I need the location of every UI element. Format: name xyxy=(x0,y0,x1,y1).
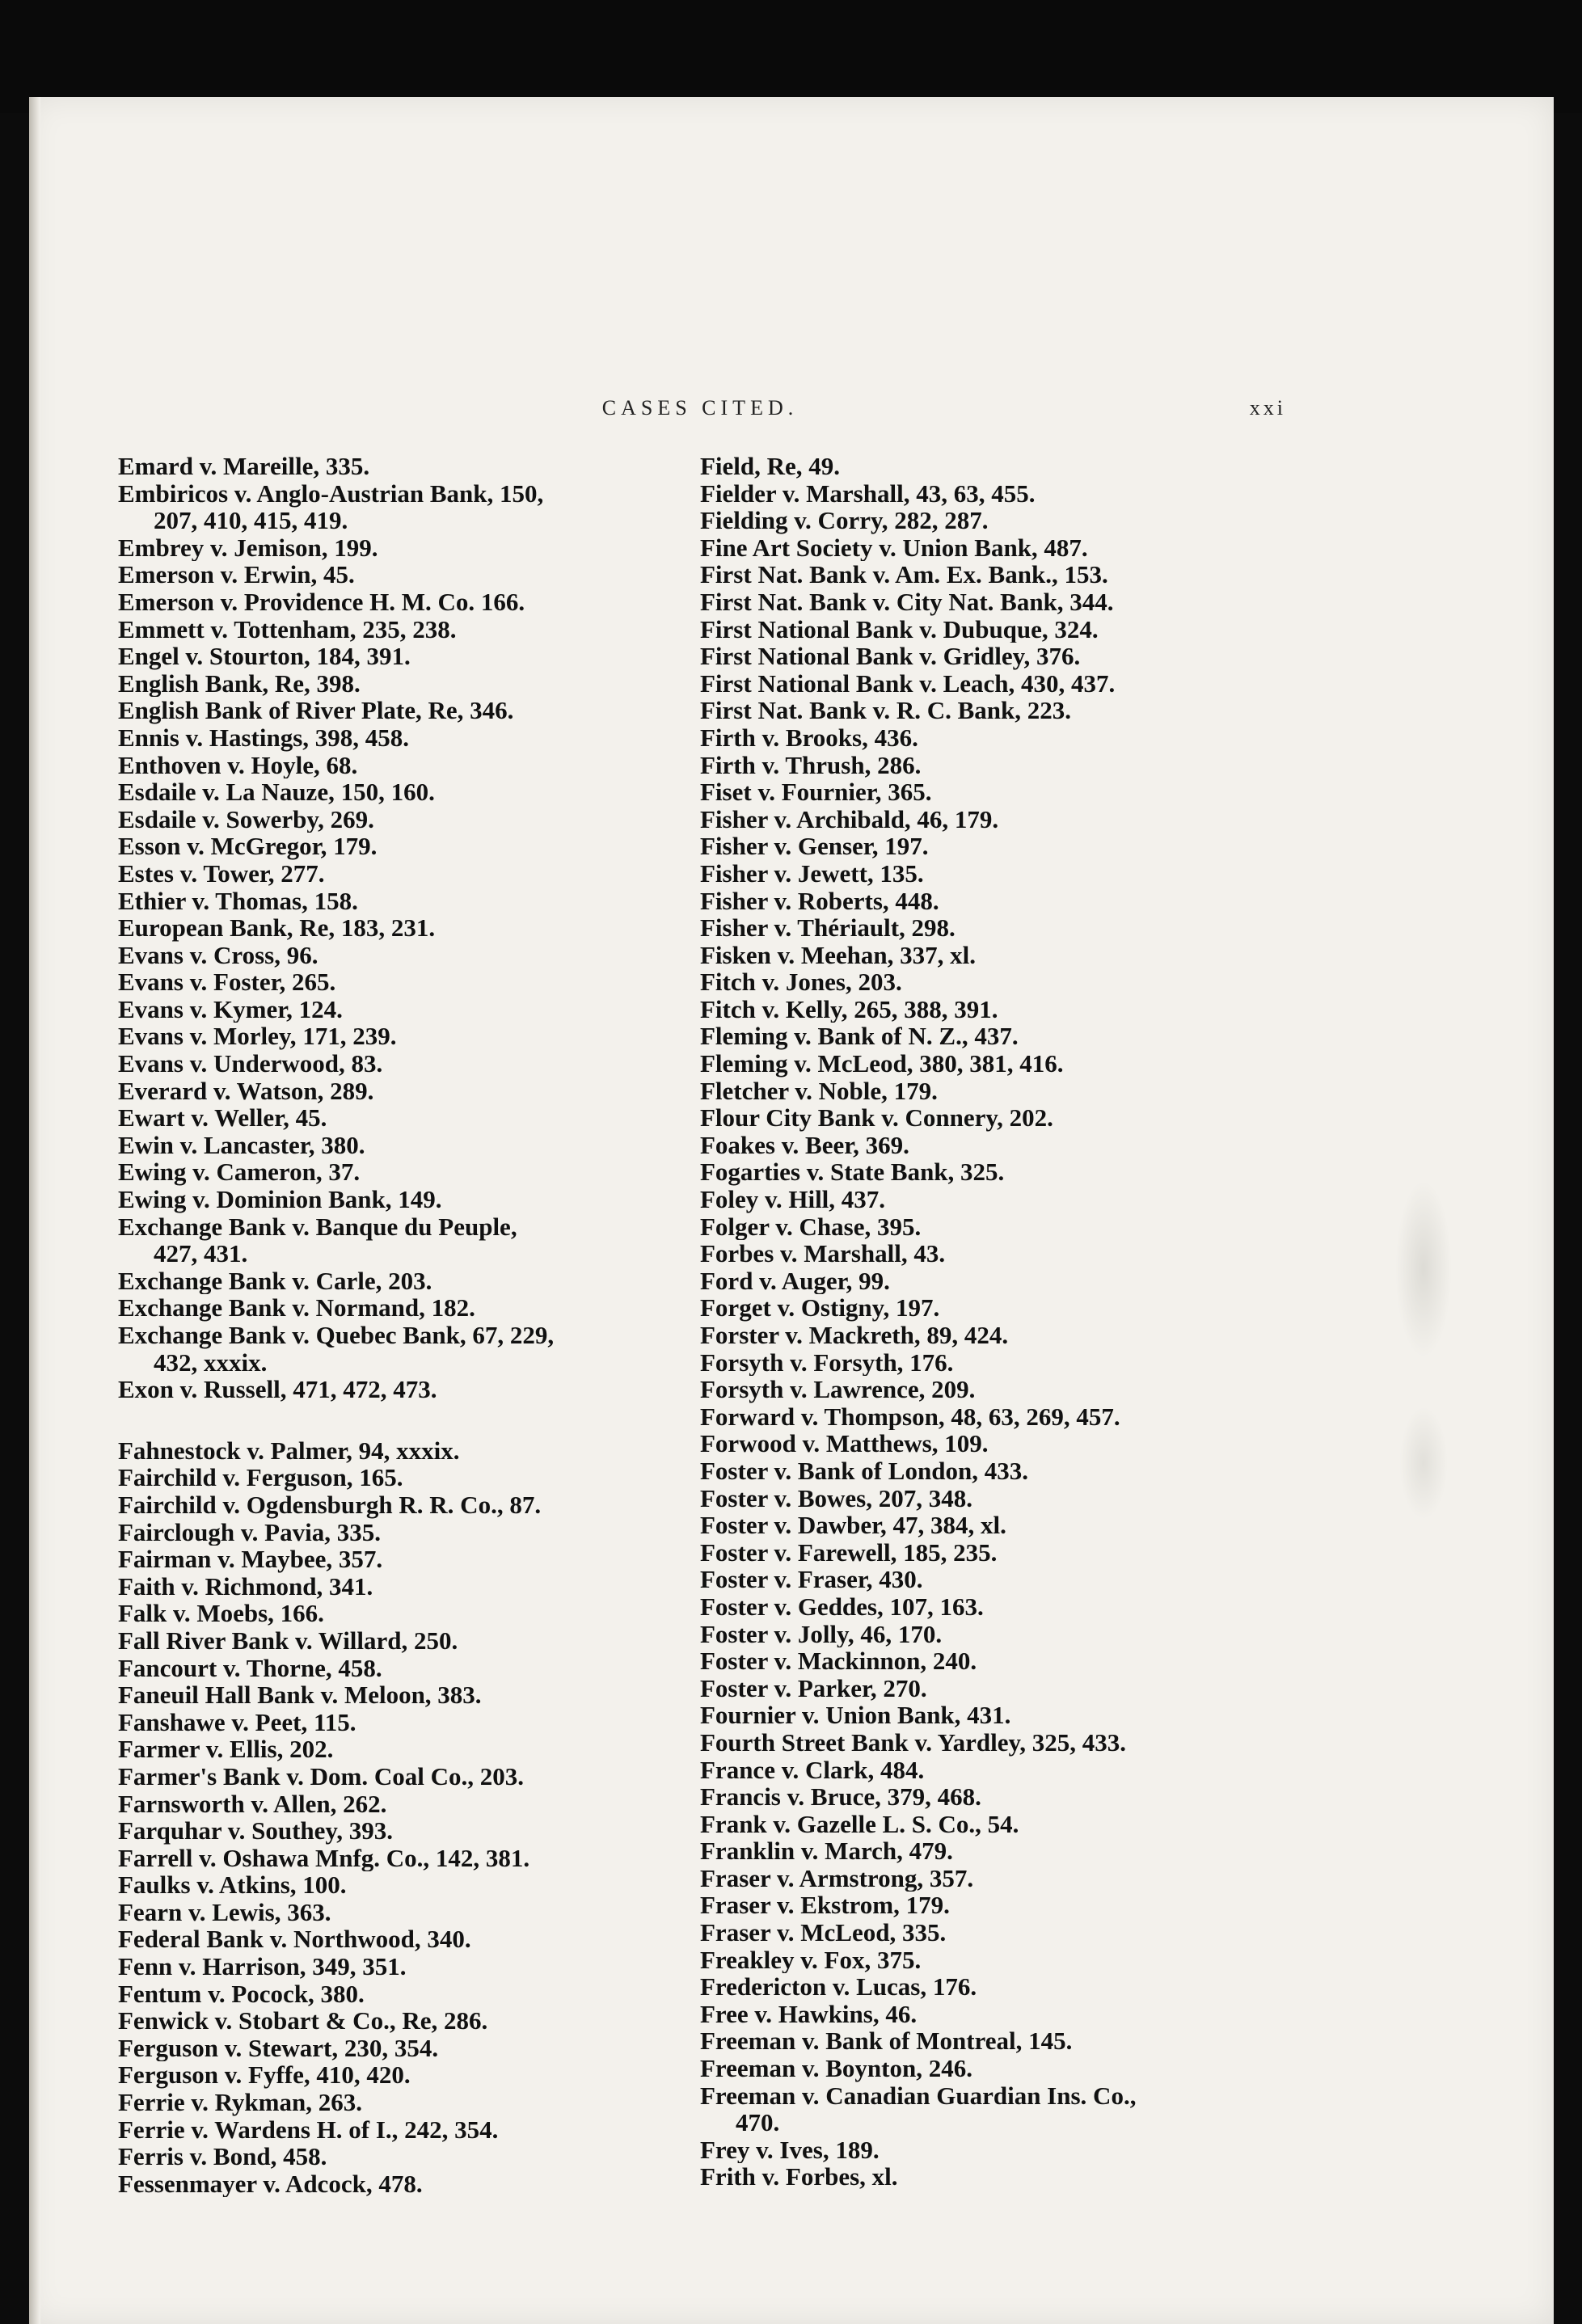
case-entry xyxy=(700,1485,1298,1512)
case-citation: Firth v. Brooks, 436. xyxy=(700,723,918,752)
case-citation: Foley v. Hill, 437. xyxy=(700,1186,886,1213)
case-citation: Esdaile v. La Nauze, 150, 160. xyxy=(118,778,435,806)
case-entry xyxy=(118,1186,684,1213)
case-entry xyxy=(700,1593,1298,1621)
case-citation: First Nat. Bank v. City Nat. Bank, 344. xyxy=(700,588,1114,616)
case-entry xyxy=(118,724,684,752)
case-citation: Exchange Bank v. Quebec Bank, 67, 229, xyxy=(118,1322,555,1349)
case-entry xyxy=(118,1294,684,1322)
case-citation: Frey v. Ives, 189. xyxy=(700,2136,880,2164)
case-entry xyxy=(118,1023,684,1050)
case-entry xyxy=(700,1865,1298,1892)
case-entry xyxy=(118,860,684,888)
case-citation: Free v. Hawkins, 46. xyxy=(700,2000,918,2028)
case-entry xyxy=(700,1947,1298,1974)
case-citation: Firth v. Thrush, 286. xyxy=(700,751,922,779)
case-citation: Fitch v. Kelly, 265, 388, 391. xyxy=(700,995,998,1023)
case-citation: Embiricos v. Anglo-Austrian Bank, 150, xyxy=(118,479,544,508)
case-citation: Fancourt v. Thorne, 458. xyxy=(118,1654,382,1682)
case-entry xyxy=(118,1464,684,1491)
case-entry xyxy=(118,752,684,779)
case-entry xyxy=(700,2055,1298,2082)
case-citation: Falk v. Moebs, 166. xyxy=(118,1600,324,1627)
case-citation: First National Bank v. Dubuque, 324. xyxy=(700,615,1099,643)
case-citation: Fisher v. Jewett, 135. xyxy=(700,859,924,888)
case-citation: Freeman v. Canadian Guardian Ins. Co., xyxy=(700,2081,1137,2110)
case-entry xyxy=(700,2001,1298,2028)
case-entry xyxy=(700,914,1298,942)
case-citation: Farmer v. Ellis, 202. xyxy=(118,1736,334,1763)
case-citation: Foster v. Farewell, 185, 235. xyxy=(700,1538,998,1567)
case-entry xyxy=(118,1600,684,1627)
case-citation: European Bank, Re, 183, 231. xyxy=(118,914,436,942)
case-entry xyxy=(118,1736,684,1763)
case-entry xyxy=(118,1158,684,1186)
case-entry xyxy=(118,2116,684,2144)
page-smudge xyxy=(1395,1180,1452,1358)
case-citation: Forbes v. Marshall, 43. xyxy=(700,1240,946,1267)
case-citation: Faith v. Richmond, 341. xyxy=(118,1572,373,1601)
case-citation: Fisken v. Meehan, 337, xl. xyxy=(700,941,977,969)
case-citation: Fleming v. Bank of N. Z., 437. xyxy=(700,1023,1019,1051)
case-entry xyxy=(118,1213,684,1267)
section-gap xyxy=(118,1403,684,1437)
case-entry xyxy=(700,2163,1298,2191)
case-citation-continuation: 207, 410, 415, 419. xyxy=(154,506,348,534)
case-citation: Freeman v. Bank of Montreal, 145. xyxy=(700,2027,1073,2056)
case-entry xyxy=(700,1973,1298,2001)
case-citation: Foster v. Geddes, 107, 163. xyxy=(700,1592,984,1621)
case-citation: Fairchild v. Ferguson, 165. xyxy=(118,1464,403,1491)
page-smudge xyxy=(1399,1407,1448,1520)
case-citation: Foster v. Fraser, 430. xyxy=(700,1566,923,1593)
case-citation: Fentum v. Pocock, 380. xyxy=(118,1980,365,2008)
scan-background xyxy=(0,0,1582,113)
case-entry xyxy=(700,588,1298,616)
case-entry xyxy=(118,480,684,534)
case-citation: Forwood v. Matthews, 109. xyxy=(700,1430,989,1457)
case-citation: Foster v. Bank of London, 433. xyxy=(700,1457,1028,1485)
case-entry xyxy=(700,1702,1298,1729)
case-entry xyxy=(700,616,1298,643)
case-entry xyxy=(700,1647,1298,1675)
case-citation: Evans v. Cross, 96. xyxy=(118,941,319,969)
case-citation: Ennis v. Hastings, 398, 458. xyxy=(118,723,410,752)
running-head: CASES CITED. xyxy=(601,396,799,420)
case-entry xyxy=(700,1621,1298,1648)
case-citation: Foster v. Bowes, 207, 348. xyxy=(700,1484,972,1512)
case-entry xyxy=(118,2061,684,2089)
index-column-right xyxy=(700,453,1298,2191)
case-citation: Freeman v. Boynton, 246. xyxy=(700,2055,972,2082)
case-citation: Exon v. Russell, 471, 472, 473. xyxy=(118,1376,437,1403)
case-citation: First National Bank v. Gridley, 376. xyxy=(700,643,1081,670)
case-citation: Fine Art Society v. Union Bank, 487. xyxy=(700,534,1088,562)
case-entry xyxy=(118,697,684,724)
case-entry xyxy=(118,616,684,643)
case-citation: Fraser v. McLeod, 335. xyxy=(700,1919,947,1947)
case-entry xyxy=(700,1403,1298,1431)
case-entry xyxy=(118,1050,684,1078)
case-entry xyxy=(700,860,1298,888)
case-citation: Ewing v. Cameron, 37. xyxy=(118,1158,361,1187)
case-entry xyxy=(118,534,684,562)
case-entry xyxy=(700,1050,1298,1078)
case-citation: First Nat. Bank v. R. C. Bank, 223. xyxy=(700,697,1072,724)
case-citation: Fessenmayer v. Adcock, 478. xyxy=(118,2170,423,2198)
case-entry xyxy=(118,1491,684,1519)
case-entry xyxy=(700,1186,1298,1213)
case-citation-continuation: 427, 431. xyxy=(154,1239,248,1267)
case-citation: Field, Re, 49. xyxy=(700,453,841,480)
case-entry xyxy=(700,697,1298,724)
case-citation: Francis v. Bruce, 379, 468. xyxy=(700,1783,981,1811)
case-entry xyxy=(118,1790,684,1818)
case-entry xyxy=(118,1546,684,1573)
case-entry xyxy=(700,1349,1298,1377)
case-entry xyxy=(700,1837,1298,1865)
case-citation: Fahnestock v. Palmer, 94, xxxix. xyxy=(118,1436,460,1465)
case-citation: Fisher v. Archibald, 46, 179. xyxy=(700,805,999,833)
case-entry xyxy=(118,1980,684,2008)
case-citation: Emard v. Mareille, 335. xyxy=(118,453,370,480)
case-citation: Ewin v. Lancaster, 380. xyxy=(118,1131,365,1159)
case-entry xyxy=(700,1322,1298,1349)
case-entry xyxy=(700,1566,1298,1593)
case-citation: Ferguson v. Fyffe, 410, 420. xyxy=(118,2061,411,2090)
case-entry xyxy=(118,588,684,616)
case-entry xyxy=(700,1158,1298,1186)
case-citation: France v. Clark, 484. xyxy=(700,1756,925,1784)
case-citation: Ewing v. Dominion Bank, 149. xyxy=(118,1186,442,1213)
case-citation: Foakes v. Beer, 369. xyxy=(700,1131,909,1159)
case-citation: Exchange Bank v. Carle, 203. xyxy=(118,1267,432,1295)
case-citation: Faneuil Hall Bank v. Meloon, 383. xyxy=(118,1681,482,1709)
case-citation: Fournier v. Union Bank, 431. xyxy=(700,1702,1011,1729)
case-citation: Ferris v. Bond, 458. xyxy=(118,2143,327,2170)
case-entry xyxy=(118,1953,684,1980)
case-citation: Fenn v. Harrison, 349, 351. xyxy=(118,1953,407,1980)
case-citation: Franklin v. March, 479. xyxy=(700,1837,953,1865)
case-entry xyxy=(700,561,1298,588)
case-citation: Ferrie v. Rykman, 263. xyxy=(118,2089,362,2116)
case-entry xyxy=(118,1267,684,1295)
case-citation: Farrell v. Oshawa Mnfg. Co., 142, 381. xyxy=(118,1844,530,1872)
case-citation: Fielder v. Marshall, 43, 63, 455. xyxy=(700,479,1036,508)
case-entry xyxy=(700,1430,1298,1457)
case-citation-continuation: 432, xxxix. xyxy=(154,1348,268,1377)
case-entry xyxy=(118,2143,684,2170)
index-column-left xyxy=(118,453,684,2197)
case-citation: Fiset v. Fournier, 365. xyxy=(700,778,932,806)
case-entry xyxy=(700,1132,1298,1159)
case-entry xyxy=(118,1817,684,1845)
case-citation: Forward v. Thompson, 48, 63, 269, 457. xyxy=(700,1402,1120,1431)
case-citation: Folger v. Chase, 395. xyxy=(700,1213,922,1241)
case-citation: Fleming v. McLeod, 380, 381, 416. xyxy=(700,1050,1064,1078)
case-entry xyxy=(700,888,1298,915)
case-citation: Fisher v. Genser, 197. xyxy=(700,833,929,860)
case-citation: Forster v. Mackreth, 89, 424. xyxy=(700,1322,1009,1349)
case-entry xyxy=(118,1078,684,1105)
case-citation: English Bank, Re, 398. xyxy=(118,669,361,698)
case-citation: Forsyth v. Lawrence, 209. xyxy=(700,1376,976,1403)
case-entry xyxy=(700,806,1298,833)
case-entry xyxy=(118,1376,684,1403)
case-entry xyxy=(118,670,684,698)
case-entry xyxy=(700,453,1298,480)
case-entry xyxy=(700,2027,1298,2055)
case-citation: Fanshawe v. Peet, 115. xyxy=(118,1708,356,1736)
case-citation: Fielding v. Corry, 282, 287. xyxy=(700,507,989,534)
case-citation: Ethier v. Thomas, 158. xyxy=(118,887,358,915)
case-entry xyxy=(118,2007,684,2035)
case-entry xyxy=(700,1729,1298,1757)
case-citation: Everard v. Watson, 289. xyxy=(118,1077,374,1105)
case-entry xyxy=(118,1104,684,1132)
case-citation: Fairclough v. Pavia, 335. xyxy=(118,1518,381,1546)
case-entry xyxy=(118,1437,684,1465)
case-citation: Fisher v. Roberts, 448. xyxy=(700,887,939,915)
case-citation: Forsyth v. Forsyth, 176. xyxy=(700,1348,954,1377)
case-citation: Enthoven v. Hoyle, 68. xyxy=(118,751,358,779)
case-citation: Evans v. Kymer, 124. xyxy=(118,995,343,1023)
case-citation: First National Bank v. Leach, 430, 437. xyxy=(700,669,1116,698)
case-citation: Embrey v. Jemison, 199. xyxy=(118,534,378,562)
page-edge-shadow xyxy=(29,97,40,2324)
page-number: xxi xyxy=(1249,396,1286,420)
case-entry xyxy=(700,1757,1298,1784)
case-entry xyxy=(118,1899,684,1926)
case-entry xyxy=(700,1376,1298,1403)
case-entry xyxy=(118,968,684,996)
case-entry xyxy=(118,2035,684,2062)
case-entry xyxy=(700,1919,1298,1947)
page-header xyxy=(29,396,1554,428)
case-entry xyxy=(700,507,1298,534)
case-entry xyxy=(700,1240,1298,1267)
case-entry xyxy=(700,833,1298,860)
case-citation: Frith v. Forbes, xl. xyxy=(700,2163,898,2191)
case-citation: Ford v. Auger, 99. xyxy=(700,1267,890,1295)
case-citation: Fogarties v. State Bank, 325. xyxy=(700,1158,1005,1187)
case-entry xyxy=(118,2170,684,2198)
case-citation: Exchange Bank v. Normand, 182. xyxy=(118,1294,475,1322)
case-citation-continuation: 470. xyxy=(736,2108,780,2136)
case-citation: Fredericton v. Lucas, 176. xyxy=(700,1973,977,2001)
case-entry xyxy=(118,806,684,833)
case-entry xyxy=(118,914,684,942)
case-entry xyxy=(118,1322,684,1376)
case-citation: Engel v. Stourton, 184, 391. xyxy=(118,643,411,670)
case-entry xyxy=(118,942,684,969)
case-entry xyxy=(118,1845,684,1872)
case-citation: Federal Bank v. Northwood, 340. xyxy=(118,1925,471,1954)
case-citation: Freakley v. Fox, 375. xyxy=(700,1946,922,1974)
case-entry xyxy=(700,1023,1298,1050)
case-citation: Fourth Street Bank v. Yardley, 325, 433. xyxy=(700,1728,1127,1757)
case-citation: Fairman v. Maybee, 357. xyxy=(118,1546,383,1573)
case-citation: Forget v. Ostigny, 197. xyxy=(700,1294,940,1322)
case-entry xyxy=(700,1104,1298,1132)
case-entry xyxy=(118,996,684,1023)
case-entry xyxy=(700,778,1298,806)
case-citation: Foster v. Parker, 270. xyxy=(700,1674,927,1702)
case-entry xyxy=(700,1539,1298,1567)
case-entry xyxy=(118,1925,684,1953)
case-entry xyxy=(118,1519,684,1546)
case-entry xyxy=(118,1871,684,1899)
case-entry xyxy=(118,833,684,860)
case-entry xyxy=(700,1267,1298,1295)
case-entry xyxy=(700,1512,1298,1539)
case-entry xyxy=(700,1675,1298,1702)
case-entry xyxy=(118,778,684,806)
case-entry xyxy=(118,1132,684,1159)
case-entry xyxy=(700,1213,1298,1241)
case-citation: Farmer's Bank v. Dom. Coal Co., 203. xyxy=(118,1762,525,1790)
case-citation: Fraser v. Ekstrom, 179. xyxy=(700,1892,950,1920)
case-entry xyxy=(700,996,1298,1023)
case-citation: Emerson v. Providence H. M. Co. 166. xyxy=(118,588,525,616)
case-entry xyxy=(118,643,684,670)
case-citation: Emerson v. Erwin, 45. xyxy=(118,561,355,588)
case-entry xyxy=(118,1681,684,1709)
case-entry xyxy=(118,1763,684,1790)
case-citation: Foster v. Dawber, 47, 384, xl. xyxy=(700,1512,1006,1539)
case-citation: Evans v. Underwood, 83. xyxy=(118,1050,383,1078)
case-entry xyxy=(700,643,1298,670)
case-citation: Fletcher v. Noble, 179. xyxy=(700,1077,938,1105)
case-entry xyxy=(118,2089,684,2116)
case-citation: Fearn v. Lewis, 363. xyxy=(118,1898,331,1926)
case-entry xyxy=(700,1457,1298,1485)
case-entry xyxy=(700,534,1298,562)
case-entry xyxy=(700,1811,1298,1838)
case-entry xyxy=(700,670,1298,698)
case-entry xyxy=(700,1078,1298,1105)
case-entry xyxy=(118,561,684,588)
case-citation: Evans v. Morley, 171, 239. xyxy=(118,1023,397,1051)
case-citation: Esson v. McGregor, 179. xyxy=(118,833,378,860)
case-citation: First Nat. Bank v. Am. Ex. Bank., 153. xyxy=(700,561,1108,588)
case-entry xyxy=(700,480,1298,508)
case-citation: Faulks v. Atkins, 100. xyxy=(118,1871,347,1899)
case-citation: Foster v. Jolly, 46, 170. xyxy=(700,1620,943,1648)
case-citation: Fenwick v. Stobart & Co., Re, 286. xyxy=(118,2007,488,2035)
case-citation: Fall River Bank v. Willard, 250. xyxy=(118,1626,458,1655)
case-entry xyxy=(118,453,684,480)
case-entry xyxy=(700,2136,1298,2164)
book-page xyxy=(29,97,1554,2324)
case-entry xyxy=(700,2082,1298,2136)
case-citation: Ewart v. Weller, 45. xyxy=(118,1104,327,1132)
case-entry xyxy=(700,1783,1298,1811)
case-citation: Estes v. Tower, 277. xyxy=(118,859,325,888)
case-citation: Flour City Bank v. Connery, 202. xyxy=(700,1104,1053,1132)
case-citation: Farquhar v. Southey, 393. xyxy=(118,1817,393,1845)
case-entry xyxy=(118,1655,684,1682)
case-entry xyxy=(700,968,1298,996)
case-citation: Fairchild v. Ogdensburgh R. R. Co., 87. xyxy=(118,1491,542,1519)
case-citation: Fisher v. Thériault, 298. xyxy=(700,914,956,942)
case-entry xyxy=(700,942,1298,969)
case-citation: Farnsworth v. Allen, 262. xyxy=(118,1790,387,1818)
case-entry xyxy=(700,1294,1298,1322)
case-citation: Emmett v. Tottenham, 235, 238. xyxy=(118,615,457,643)
case-entry xyxy=(118,1573,684,1601)
case-citation: Ferrie v. Wardens H. of I., 242, 354. xyxy=(118,2115,499,2144)
case-entry xyxy=(118,888,684,915)
case-citation: Foster v. Mackinnon, 240. xyxy=(700,1647,977,1675)
case-entry xyxy=(118,1709,684,1736)
case-citation: Evans v. Foster, 265. xyxy=(118,968,336,996)
case-citation: Esdaile v. Sowerby, 269. xyxy=(118,805,374,833)
case-entry xyxy=(700,724,1298,752)
case-citation: Fitch v. Jones, 203. xyxy=(700,968,902,996)
case-entry xyxy=(118,1627,684,1655)
case-citation: Fraser v. Armstrong, 357. xyxy=(700,1864,974,1892)
case-citation: English Bank of River Plate, Re, 346. xyxy=(118,697,514,724)
case-citation: Exchange Bank v. Banque du Peuple, xyxy=(118,1213,517,1241)
case-citation: Frank v. Gazelle L. S. Co., 54. xyxy=(700,1810,1019,1838)
case-entry xyxy=(700,752,1298,779)
case-entry xyxy=(700,1892,1298,1919)
case-citation: Ferguson v. Stewart, 230, 354. xyxy=(118,2034,439,2062)
